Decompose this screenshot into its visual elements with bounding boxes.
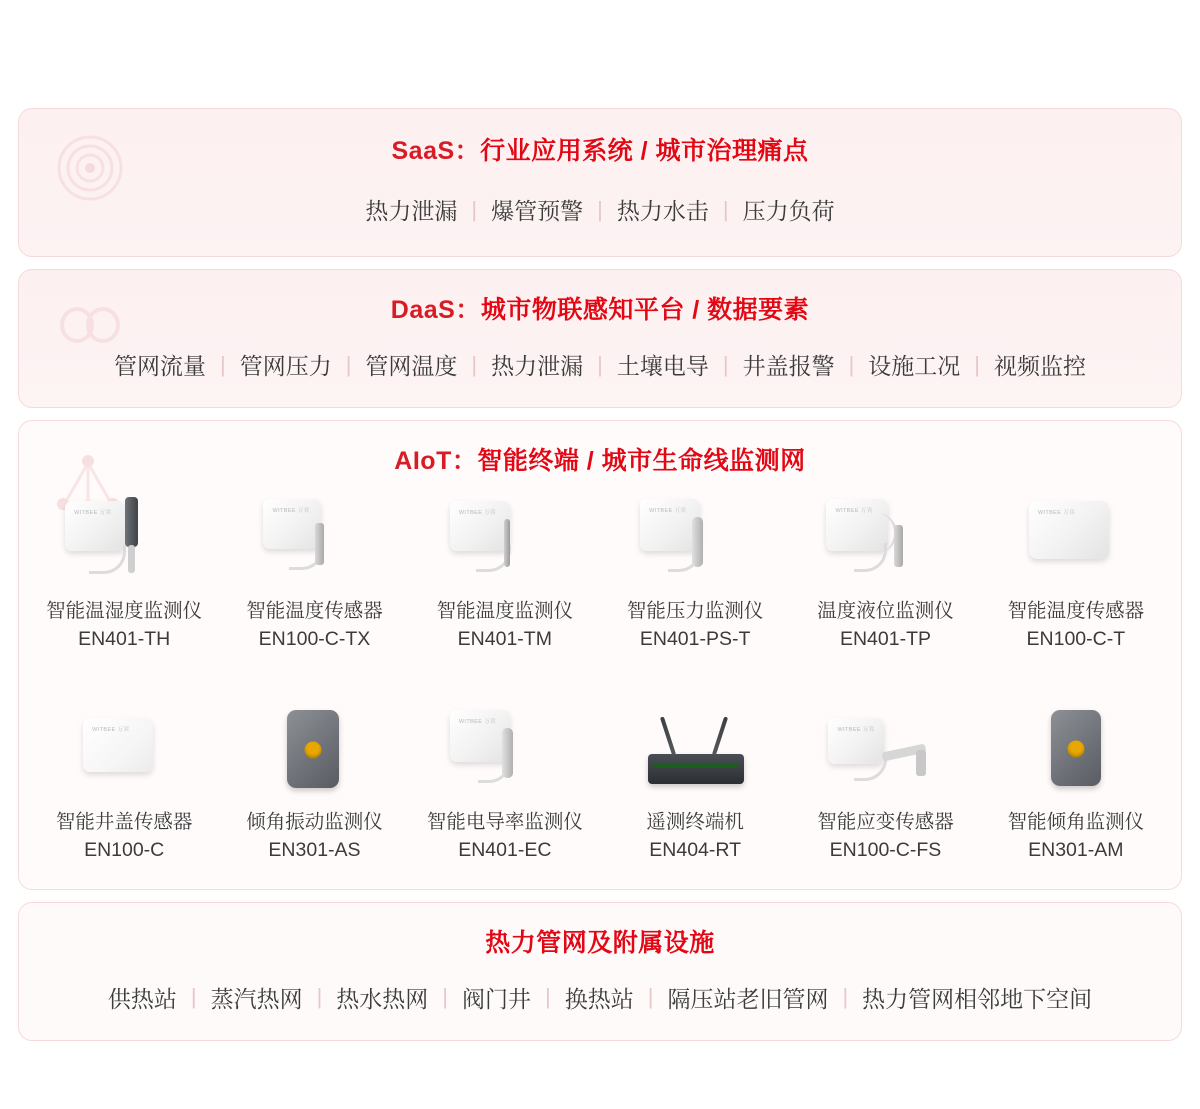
device-card[interactable] [410,702,600,863]
brand-mark: WITBEE 万宾 [835,508,873,514]
brand-mark: WITBEE 万宾 [649,508,687,514]
layer-saas [18,108,1182,257]
layer-pipe-items [19,959,1181,1040]
separator: | [471,351,478,377]
brand-mark: WITBEE 万宾 [92,726,130,733]
separator: | [722,196,729,222]
device-image [234,491,394,587]
layer-saas-title-prefix: SaaS： [391,137,481,165]
device-model: EN401-PS-T [639,628,751,651]
saas-item[interactable]: 热力泄漏 [365,198,458,224]
device-card[interactable] [219,491,409,652]
device-image [996,702,1156,798]
separator: | [219,351,226,377]
layer-saas-items [19,167,1181,256]
pipe-item[interactable]: 换热站 [564,985,634,1012]
layer-daas [18,269,1182,408]
layer-pipe-network [18,902,1182,1041]
separator: | [442,984,448,1009]
pipe-item[interactable]: 供热站 [107,985,177,1012]
separator: | [848,351,855,377]
brand-mark: WITBEE 万宾 [74,510,112,516]
device-grid-row-1 [19,477,1181,678]
device-card[interactable] [600,702,790,863]
indicator-dot [305,742,322,759]
brand-mark: WITBEE 万宾 [1037,510,1076,516]
device-card[interactable] [981,702,1171,863]
separator: | [545,984,551,1009]
device-image [615,702,775,798]
daas-item[interactable]: 土壤电导 [616,353,709,379]
saas-item[interactable]: 爆管预警 [491,198,584,224]
layer-aiot-title-main: 智能终端 / 城市生命线监测网 [477,447,806,475]
device-card[interactable] [29,491,219,652]
pipe-item[interactable]: 热力管网相邻地下空间 [862,985,1093,1012]
layer-daas-title-prefix: DaaS： [390,296,481,324]
device-card[interactable] [219,702,409,863]
device-name: 温度液位监测仪 [817,600,954,622]
device-model: EN401-TM [457,628,552,651]
layer-aiot-title-prefix: AIoT： [394,447,478,475]
separator: | [974,351,981,377]
device-image [425,702,585,798]
device-model: EN401-TH [78,628,171,651]
layer-daas-items [19,326,1181,407]
device-card[interactable] [410,491,600,652]
separator: | [597,351,603,377]
router-panel [654,763,738,768]
brand-mark: WITBEE 万宾 [837,726,875,733]
separator: | [190,984,197,1009]
device-model: EN100-C-TX [258,628,371,651]
daas-item[interactable]: 热力泄漏 [491,353,584,379]
device-name: 智能温度传感器 [246,600,383,622]
device-name: 智能温度传感器 [1007,600,1145,622]
daas-item[interactable]: 管网流量 [113,353,206,379]
layer-aiot [18,420,1182,890]
device-name: 智能倾角监测仪 [1007,810,1145,833]
pipe-item[interactable]: 阀门井 [462,985,531,1012]
pipe-item[interactable]: 隔压站老旧管网 [667,985,829,1012]
separator: | [842,984,849,1009]
device-name: 智能电导率监测仪 [426,810,583,833]
device-model: EN401-TP [839,628,932,651]
separator: | [316,984,323,1009]
separator: | [722,351,729,377]
device-name: 倾角振动监测仪 [246,810,383,833]
device-name: 智能井盖传感器 [55,810,193,833]
daas-item[interactable]: 井盖报警 [742,353,835,379]
separator: | [345,351,352,377]
device-image [805,702,965,798]
daas-item[interactable]: 视频监控 [994,353,1087,379]
layer-saas-title-main: 行业应用系统 / 城市治理痛点 [480,137,809,165]
device-image [234,702,394,798]
device-name: 智能应变传感器 [817,810,954,833]
pipe-item[interactable]: 蒸汽热网 [210,985,303,1012]
device-image [44,702,204,798]
brand-mark: WITBEE 万宾 [458,510,497,516]
router-body [648,754,744,784]
device-image [425,491,585,587]
daas-item[interactable]: 设施工况 [868,353,961,379]
daas-item[interactable]: 管网温度 [365,353,458,379]
saas-item[interactable]: 压力负荷 [742,198,835,224]
device-image [615,491,775,587]
device-model: EN100-C [84,839,165,862]
device-card[interactable] [600,491,790,652]
separator: | [471,196,478,222]
brand-mark: WITBEE 万宾 [458,718,497,725]
separator: | [647,984,654,1009]
layer-daas-title-main: 城市物联感知平台 / 数据要素 [480,296,810,324]
device-card[interactable] [790,702,980,863]
device-image [805,491,965,587]
device-card[interactable] [29,702,219,863]
device-model: EN401-EC [458,839,552,862]
device-model: EN301-AM [1028,839,1124,862]
device-name: 遥测终端机 [646,810,744,833]
layer-saas-title [19,109,1181,167]
device-model: EN404-RT [649,839,742,862]
saas-item[interactable]: 热力水击 [616,198,709,224]
layer-aiot-title [19,421,1181,477]
device-grid-row-2 [19,688,1181,889]
brand-mark: WITBEE 万宾 [272,508,310,514]
indicator-dot [1067,741,1084,758]
separator: | [597,196,603,222]
device-model: EN301-AS [268,839,361,862]
daas-item[interactable]: 管网压力 [239,353,332,379]
layer-pipe-title: 热力管网及附属设施 [485,928,715,957]
device-name: 智能压力监测仪 [626,600,764,622]
device-card[interactable] [981,491,1171,652]
device-name: 智能温度监测仪 [436,600,574,622]
device-name: 智能温湿度监测仪 [46,600,203,622]
layer-daas-title [19,270,1181,326]
device-card[interactable] [790,491,980,652]
pipe-item[interactable]: 热水热网 [336,985,429,1012]
device-model: EN100-C-T [1026,628,1126,651]
device-image [996,491,1156,587]
device-model: EN100-C-FS [829,839,942,862]
device-image [44,491,204,587]
